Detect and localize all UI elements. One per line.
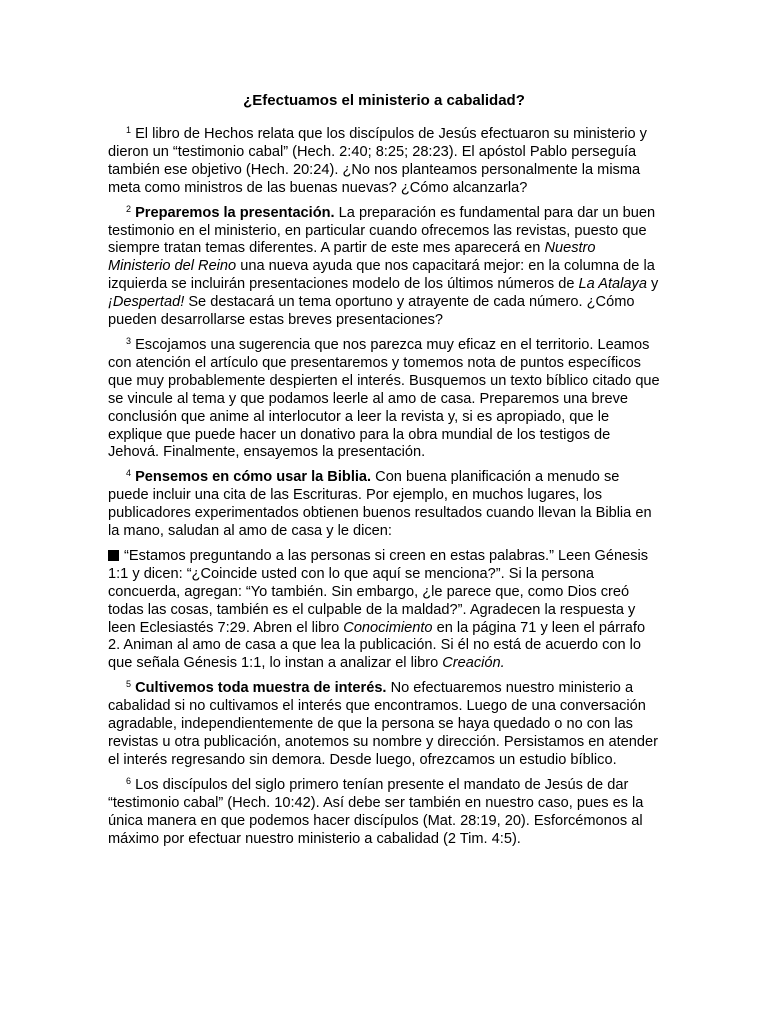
- paragraph-text: una nueva ayuda que nos capacitará mejor: en la columna de la izquierda se incluirán presentaciones modelo de los últimos números de: [108, 258, 655, 293]
- paragraph-text: y: [651, 276, 659, 293]
- paragraph-text: “Estamos preguntando a las personas si creen en estas palabras.” Leen Génesis 1:1 y dicen: “¿Coincide usted con lo que aquí se menciona?”. Si la persona concuerda, agregan: “Yo también. Sin embargo, ¿le parece que, como Dios creó todas las cosas, también es el culpable de la maldad?”. Agradecen la respuesta y leen Eclesiastés 7:29. Abren el libro: [108, 547, 649, 636]
- paragraph-3: [108, 337, 660, 462]
- paragraph-text: La preparación es fundamental para dar un buen testimonio en el ministerio, en particular cuando ofrecemos las revistas, puesto que siempre tratan temas diferentes. A partir de este mes aparecerá en: [108, 204, 656, 257]
- paragraph-text: Los discípulos del siglo primero tenían presente el mandato de Jesús de dar “testimonio cabal” (Hech. 10:42). Así debe ser también en nuestro caso, pues es la única manera en que podemos hacer discípulos (Mat. 28:19, 20). Esforcémonos al máximo por efectuar nuestro ministerio a cabalidad (2 Tim. 4:5).: [108, 776, 644, 847]
- paragraph-text: El libro de Hechos relata que los discípulos de Jesús efectuaron su ministerio y dieron un “testimonio cabal” (Hech. 2:40; 8:25; 28:23). El apóstol Pablo perseguía también ese objetivo (Hech. 20:24). ¿No nos planteamos personalmente la misma meta como ministros de las buenas nuevas? ¿Cómo alcanzarla?: [108, 126, 647, 196]
- publication-title: Creación.: [442, 655, 505, 672]
- paragraph-4: [108, 469, 660, 541]
- paragraph-2: [108, 205, 660, 330]
- publication-title: La Atalaya: [578, 276, 647, 293]
- paragraph-text: Escojamos una sugerencia que nos parezca muy eficaz en el territorio. Leamos con atención el artículo que presentaremos y tomemos nota de puntos específicos que muy probablemente despierten el interés. Busquemos un texto bíblico citado que se vincule al tema y que podamos leerle al amo de casa. Preparemos una breve conclusión que anime al interlocutor a leer la revista y, si es apropiado, que le explique que puede hacer un donativo para la obra mundial de los testigos de Jehová. Finalmente, ensayemos la presentación.: [108, 336, 660, 461]
- paragraph-text: en la página 71 y leen el párrafo 2. Animan al amo de casa a que lea la publicación. Si él no está de acuerdo con lo que señala Génesis 1:1, lo instan a analizar el libro: [108, 619, 646, 672]
- paragraph-number: 6: [126, 775, 132, 786]
- section-heading: Pensemos en cómo usar la Biblia.: [135, 469, 372, 486]
- section-heading: Preparemos la presentación.: [135, 204, 335, 221]
- article-body: [108, 126, 660, 855]
- paragraph-number: 2: [126, 203, 132, 214]
- publication-title: Conocimiento: [343, 619, 433, 636]
- sample-presentation: [108, 548, 660, 673]
- publication-title: ¡Despertad!: [108, 294, 185, 311]
- section-heading: Cultivemos toda muestra de interés.: [135, 680, 387, 697]
- paragraph-5: [108, 680, 660, 770]
- paragraph-number: 3: [126, 335, 132, 346]
- paragraph-number: 5: [126, 679, 132, 690]
- paragraph-text: No efectuaremos nuestro ministerio a cabalidad si no cultivamos el interés que encontramos. Luego de una conversación agradable, independientemente de que la persona se haya quedado o no con las revistas u otra publicación, anotemos su nombre y dirección. Persistamos en atender el interés regresando sin demora. Desde luego, ofrezcamos un estudio bíblico.: [108, 680, 658, 768]
- paragraph-text: Se destacará un tema oportuno y atrayente de cada número. ¿Cómo pueden desarrollarse estas breves presentaciones?: [108, 294, 635, 329]
- paragraph-1: [108, 126, 660, 198]
- publication-title: Nuestro Ministerio del Reino: [108, 240, 596, 275]
- article-title: ¿Efectuamos el ministerio a cabalidad?: [243, 92, 525, 109]
- paragraph-number: 1: [126, 125, 132, 135]
- paragraph-number: 4: [126, 468, 132, 479]
- square-bullet-icon: [108, 550, 119, 561]
- paragraph-6: [108, 777, 660, 849]
- paragraph-text: Con buena planificación a menudo se puede incluir una cita de las Escrituras. Por ejemplo, en muchos lugares, los publicadores experimentados obtienen buenos resultados cuando llevan la Biblia en la mano, saludan al amo de casa y le dicen:: [108, 469, 652, 540]
